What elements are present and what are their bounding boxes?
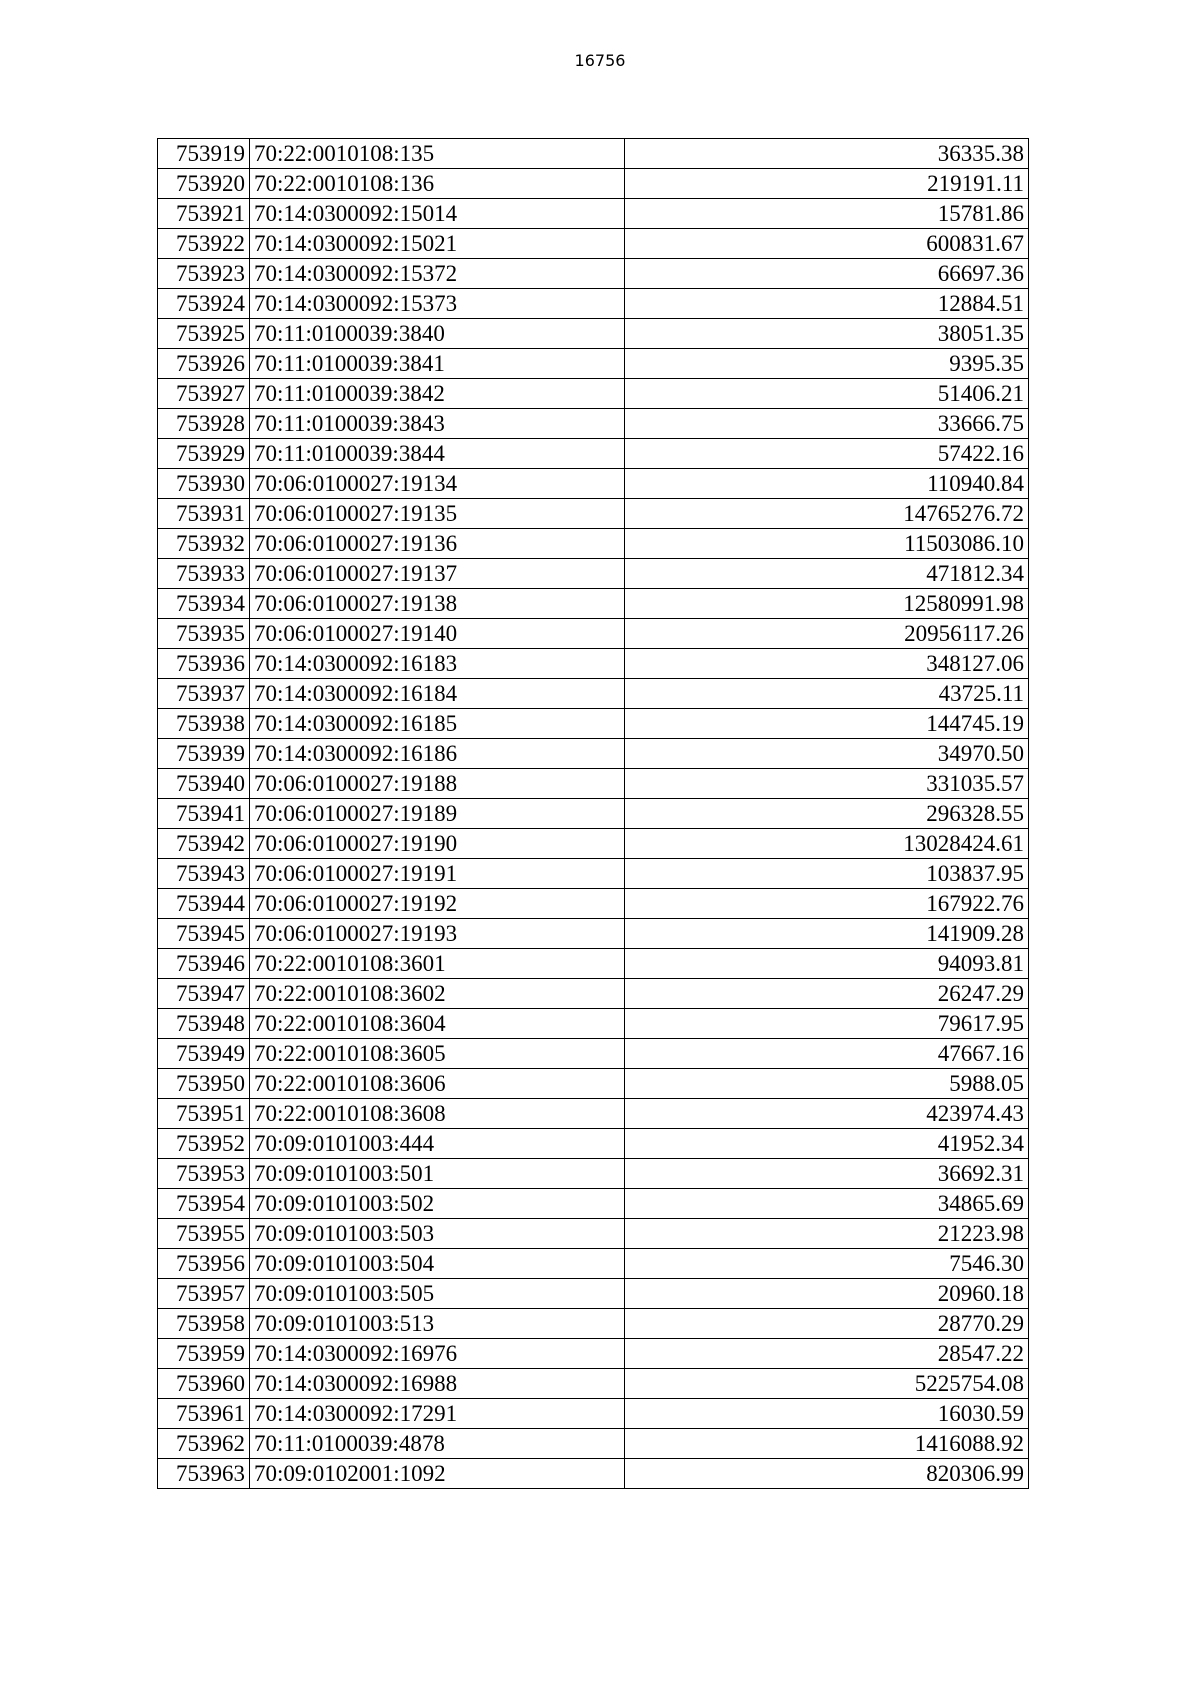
table-row	[158, 1069, 1029, 1099]
table-row	[158, 919, 1029, 949]
row-number-cell: 753948	[158, 1009, 250, 1039]
row-number-cell: 753923	[158, 259, 250, 289]
cadastral-number-cell: 70:22:0010108:3606	[250, 1069, 625, 1099]
cadastral-value-cell: 5225754.08	[625, 1369, 1029, 1399]
cadastral-number-cell: 70:09:0101003:444	[250, 1129, 625, 1159]
row-number-cell: 753936	[158, 649, 250, 679]
table-row	[158, 1159, 1029, 1189]
table-row	[158, 559, 1029, 589]
cadastral-number-cell: 70:22:0010108:3608	[250, 1099, 625, 1129]
table-body	[158, 139, 1029, 1489]
cadastral-value-cell: 21223.98	[625, 1219, 1029, 1249]
row-number-cell: 753946	[158, 949, 250, 979]
row-number-cell: 753949	[158, 1039, 250, 1069]
cadastral-number-cell: 70:14:0300092:15372	[250, 259, 625, 289]
cadastral-number-cell: 70:14:0300092:15373	[250, 289, 625, 319]
cadastral-value-cell: 36692.31	[625, 1159, 1029, 1189]
cadastral-value-cell: 144745.19	[625, 709, 1029, 739]
table-row	[158, 649, 1029, 679]
row-number-cell: 753935	[158, 619, 250, 649]
row-number-cell: 753939	[158, 739, 250, 769]
table-row	[158, 859, 1029, 889]
cadastral-value-cell: 57422.16	[625, 439, 1029, 469]
table-row	[158, 769, 1029, 799]
cadastral-number-cell: 70:11:0100039:4878	[250, 1429, 625, 1459]
table-row	[158, 169, 1029, 199]
cadastral-value-cell: 7546.30	[625, 1249, 1029, 1279]
cadastral-number-cell: 70:06:0100027:19188	[250, 769, 625, 799]
table-row	[158, 1219, 1029, 1249]
row-number-cell: 753956	[158, 1249, 250, 1279]
cadastral-value-cell: 51406.21	[625, 379, 1029, 409]
cadastral-number-cell: 70:06:0100027:19137	[250, 559, 625, 589]
table-row	[158, 319, 1029, 349]
cadastral-value-cell: 14765276.72	[625, 499, 1029, 529]
cadastral-number-cell: 70:14:0300092:15014	[250, 199, 625, 229]
cadastral-number-cell: 70:11:0100039:3840	[250, 319, 625, 349]
cadastral-number-cell: 70:14:0300092:16976	[250, 1339, 625, 1369]
cadastral-value-cell: 12884.51	[625, 289, 1029, 319]
table-row	[158, 1309, 1029, 1339]
row-number-cell: 753943	[158, 859, 250, 889]
cadastral-value-cell: 219191.11	[625, 169, 1029, 199]
row-number-cell: 753950	[158, 1069, 250, 1099]
table-row	[158, 1279, 1029, 1309]
row-number-cell: 753947	[158, 979, 250, 1009]
row-number-cell: 753942	[158, 829, 250, 859]
table-row	[158, 619, 1029, 649]
cadastral-number-cell: 70:09:0101003:505	[250, 1279, 625, 1309]
cadastral-number-cell: 70:22:0010108:136	[250, 169, 625, 199]
row-number-cell: 753932	[158, 529, 250, 559]
row-number-cell: 753929	[158, 439, 250, 469]
cadastral-value-cell: 94093.81	[625, 949, 1029, 979]
table-row	[158, 679, 1029, 709]
cadastral-value-cell: 110940.84	[625, 469, 1029, 499]
table-row	[158, 1009, 1029, 1039]
row-number-cell: 753930	[158, 469, 250, 499]
table-row	[158, 499, 1029, 529]
cadastral-number-cell: 70:06:0100027:19135	[250, 499, 625, 529]
table-row	[158, 589, 1029, 619]
table-row	[158, 799, 1029, 829]
table-row	[158, 1429, 1029, 1459]
cadastral-number-cell: 70:14:0300092:15021	[250, 229, 625, 259]
table-row	[158, 469, 1029, 499]
cadastral-value-cell: 331035.57	[625, 769, 1029, 799]
cadastral-number-cell: 70:22:0010108:3602	[250, 979, 625, 1009]
row-number-cell: 753940	[158, 769, 250, 799]
cadastral-number-cell: 70:06:0100027:19191	[250, 859, 625, 889]
table-row	[158, 1459, 1029, 1489]
cadastral-value-cell: 600831.67	[625, 229, 1029, 259]
table-row	[158, 289, 1029, 319]
row-number-cell: 753919	[158, 139, 250, 169]
cadastral-value-cell: 20956117.26	[625, 619, 1029, 649]
row-number-cell: 753944	[158, 889, 250, 919]
table-row	[158, 889, 1029, 919]
row-number-cell: 753933	[158, 559, 250, 589]
cadastral-value-cell: 26247.29	[625, 979, 1029, 1009]
table-row	[158, 709, 1029, 739]
cadastral-value-cell: 33666.75	[625, 409, 1029, 439]
cadastral-number-cell: 70:06:0100027:19136	[250, 529, 625, 559]
row-number-cell: 753952	[158, 1129, 250, 1159]
cadastral-number-cell: 70:22:0010108:135	[250, 139, 625, 169]
cadastral-value-cell: 28547.22	[625, 1339, 1029, 1369]
table-row	[158, 1399, 1029, 1429]
row-number-cell: 753941	[158, 799, 250, 829]
cadastral-value-cell: 9395.35	[625, 349, 1029, 379]
cadastral-number-cell: 70:14:0300092:16186	[250, 739, 625, 769]
cadastral-number-cell: 70:09:0101003:513	[250, 1309, 625, 1339]
cadastral-value-cell: 66697.36	[625, 259, 1029, 289]
cadastral-value-cell: 36335.38	[625, 139, 1029, 169]
cadastral-value-table	[157, 138, 1029, 1489]
table-row	[158, 1099, 1029, 1129]
table-row	[158, 259, 1029, 289]
cadastral-number-cell: 70:11:0100039:3844	[250, 439, 625, 469]
row-number-cell: 753957	[158, 1279, 250, 1309]
cadastral-value-cell: 471812.34	[625, 559, 1029, 589]
table-row	[158, 439, 1029, 469]
row-number-cell: 753963	[158, 1459, 250, 1489]
table-row	[158, 1369, 1029, 1399]
table-row	[158, 1129, 1029, 1159]
row-number-cell: 753959	[158, 1339, 250, 1369]
cadastral-value-cell: 820306.99	[625, 1459, 1029, 1489]
cadastral-value-cell: 34970.50	[625, 739, 1029, 769]
table-row	[158, 1189, 1029, 1219]
row-number-cell: 753958	[158, 1309, 250, 1339]
cadastral-value-cell: 34865.69	[625, 1189, 1029, 1219]
cadastral-value-cell: 16030.59	[625, 1399, 1029, 1429]
table-row	[158, 979, 1029, 1009]
cadastral-value-cell: 167922.76	[625, 889, 1029, 919]
cadastral-value-cell: 12580991.98	[625, 589, 1029, 619]
table-row	[158, 199, 1029, 229]
row-number-cell: 753951	[158, 1099, 250, 1129]
table-row	[158, 349, 1029, 379]
row-number-cell: 753937	[158, 679, 250, 709]
table-row	[158, 379, 1029, 409]
cadastral-value-cell: 5988.05	[625, 1069, 1029, 1099]
row-number-cell: 753945	[158, 919, 250, 949]
row-number-cell: 753922	[158, 229, 250, 259]
table-row	[158, 829, 1029, 859]
table-row	[158, 1039, 1029, 1069]
cadastral-number-cell: 70:06:0100027:19190	[250, 829, 625, 859]
row-number-cell: 753938	[158, 709, 250, 739]
cadastral-value-cell: 348127.06	[625, 649, 1029, 679]
cadastral-value-cell: 141909.28	[625, 919, 1029, 949]
row-number-cell: 753928	[158, 409, 250, 439]
table-row	[158, 1249, 1029, 1279]
row-number-cell: 753934	[158, 589, 250, 619]
table-row	[158, 139, 1029, 169]
cadastral-number-cell: 70:09:0102001:1092	[250, 1459, 625, 1489]
cadastral-number-cell: 70:14:0300092:17291	[250, 1399, 625, 1429]
table-row	[158, 949, 1029, 979]
cadastral-number-cell: 70:09:0101003:501	[250, 1159, 625, 1189]
row-number-cell: 753926	[158, 349, 250, 379]
cadastral-value-cell: 47667.16	[625, 1039, 1029, 1069]
cadastral-number-cell: 70:14:0300092:16185	[250, 709, 625, 739]
cadastral-value-cell: 296328.55	[625, 799, 1029, 829]
cadastral-number-cell: 70:22:0010108:3605	[250, 1039, 625, 1069]
cadastral-value-cell: 43725.11	[625, 679, 1029, 709]
cadastral-number-cell: 70:11:0100039:3842	[250, 379, 625, 409]
cadastral-value-cell: 1416088.92	[625, 1429, 1029, 1459]
cadastral-value-cell: 79617.95	[625, 1009, 1029, 1039]
cadastral-value-cell: 20960.18	[625, 1279, 1029, 1309]
row-number-cell: 753931	[158, 499, 250, 529]
row-number-cell: 753962	[158, 1429, 250, 1459]
row-number-cell: 753954	[158, 1189, 250, 1219]
row-number-cell: 753921	[158, 199, 250, 229]
cadastral-value-cell: 38051.35	[625, 319, 1029, 349]
cadastral-number-cell: 70:06:0100027:19192	[250, 889, 625, 919]
table-row	[158, 229, 1029, 259]
cadastral-number-cell: 70:06:0100027:19189	[250, 799, 625, 829]
page-number: 16756	[574, 51, 626, 70]
table-row	[158, 1339, 1029, 1369]
table-row	[158, 529, 1029, 559]
cadastral-number-cell: 70:06:0100027:19134	[250, 469, 625, 499]
cadastral-number-cell: 70:09:0101003:502	[250, 1189, 625, 1219]
cadastral-number-cell: 70:22:0010108:3601	[250, 949, 625, 979]
cadastral-value-cell: 103837.95	[625, 859, 1029, 889]
table-row	[158, 739, 1029, 769]
cadastral-number-cell: 70:14:0300092:16184	[250, 679, 625, 709]
row-number-cell: 753961	[158, 1399, 250, 1429]
cadastral-value-cell: 28770.29	[625, 1309, 1029, 1339]
row-number-cell: 753920	[158, 169, 250, 199]
row-number-cell: 753924	[158, 289, 250, 319]
row-number-cell: 753960	[158, 1369, 250, 1399]
cadastral-number-cell: 70:06:0100027:19138	[250, 589, 625, 619]
cadastral-value-cell: 13028424.61	[625, 829, 1029, 859]
cadastral-value-cell: 41952.34	[625, 1129, 1029, 1159]
table-row	[158, 409, 1029, 439]
cadastral-number-cell: 70:14:0300092:16183	[250, 649, 625, 679]
row-number-cell: 753953	[158, 1159, 250, 1189]
cadastral-number-cell: 70:09:0101003:504	[250, 1249, 625, 1279]
cadastral-number-cell: 70:09:0101003:503	[250, 1219, 625, 1249]
cadastral-number-cell: 70:11:0100039:3843	[250, 409, 625, 439]
cadastral-number-cell: 70:11:0100039:3841	[250, 349, 625, 379]
cadastral-number-cell: 70:22:0010108:3604	[250, 1009, 625, 1039]
cadastral-number-cell: 70:06:0100027:19193	[250, 919, 625, 949]
cadastral-value-cell: 11503086.10	[625, 529, 1029, 559]
row-number-cell: 753925	[158, 319, 250, 349]
cadastral-value-cell: 15781.86	[625, 199, 1029, 229]
row-number-cell: 753927	[158, 379, 250, 409]
row-number-cell: 753955	[158, 1219, 250, 1249]
cadastral-value-cell: 423974.43	[625, 1099, 1029, 1129]
cadastral-number-cell: 70:14:0300092:16988	[250, 1369, 625, 1399]
cadastral-number-cell: 70:06:0100027:19140	[250, 619, 625, 649]
